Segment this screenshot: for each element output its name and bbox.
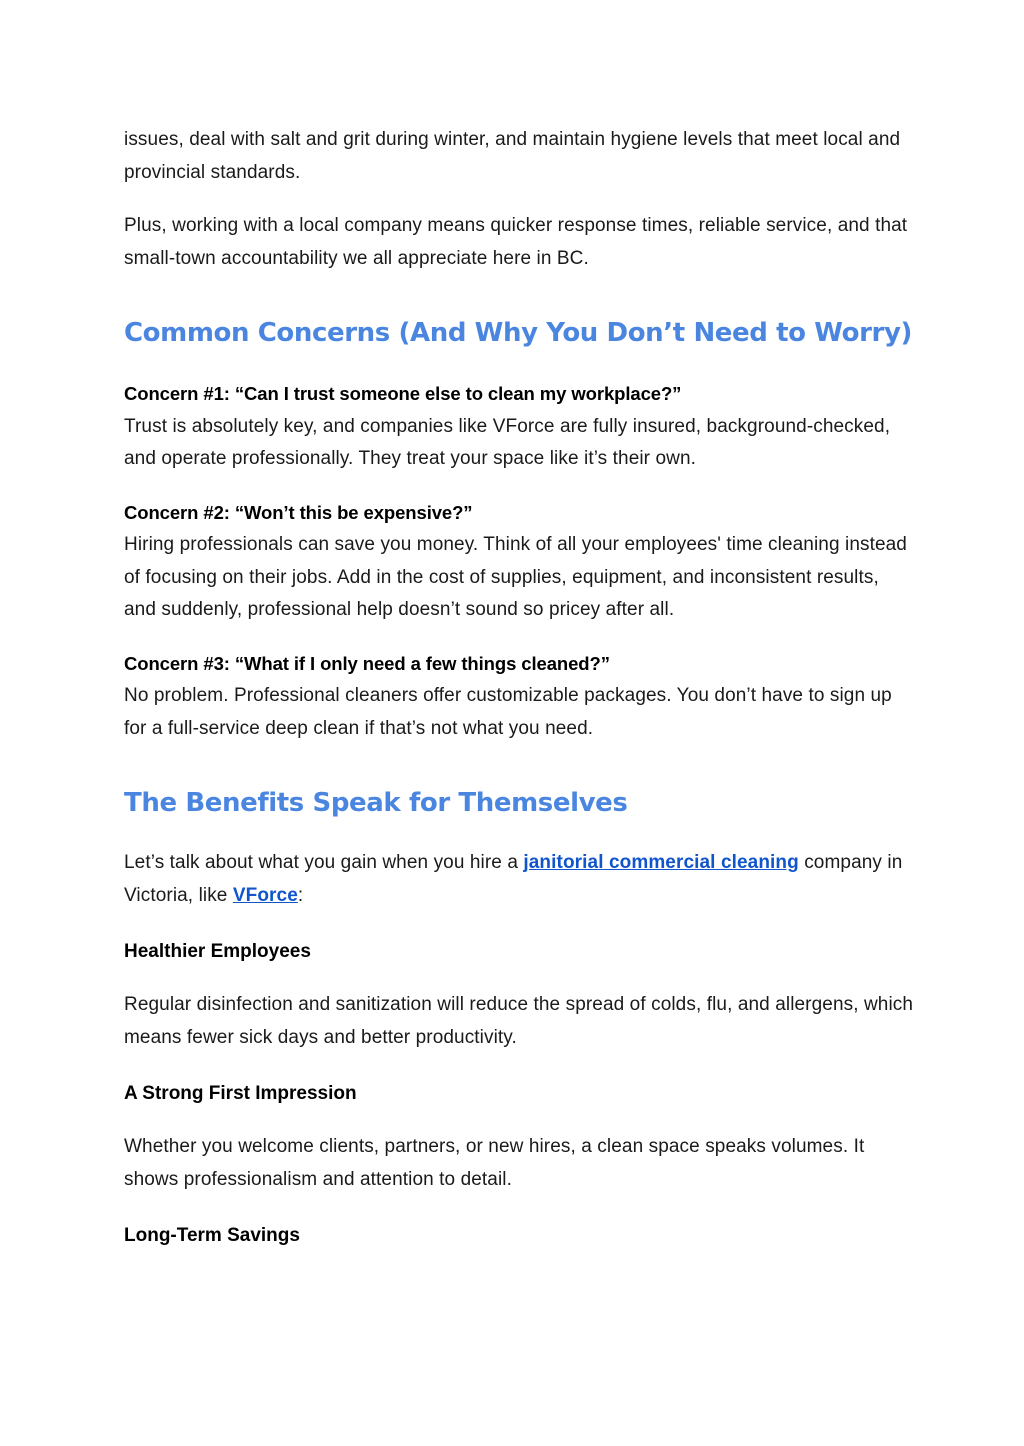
- janitorial-cleaning-link[interactable]: janitorial commercial cleaning: [523, 852, 799, 873]
- concern-title: Concern #2: “Won’t this be expensive?”: [124, 501, 473, 523]
- intro-paragraph-1: issues, deal with salt and grit during winter, and maintain hygiene levels that meet local and provincial standards.: [124, 129, 901, 183]
- concern-title: Concern #3: “What if I only need a few things cleaned?”: [124, 652, 610, 674]
- intro-paragraph-2: Plus, working with a local company means quicker response times, reliable service, and that small-town accountability we all appreciate here in BC.: [124, 215, 908, 269]
- concern-body: No problem. Professional cleaners offer customizable packages. You don’t have to sign up for a full-service deep clean if that’s not what you need.: [124, 685, 892, 739]
- benefits-intro-text: company in Victoria, like: [124, 852, 903, 906]
- concern-3: [124, 648, 914, 746]
- benefit-title: A Strong First Impression: [124, 1083, 357, 1104]
- benefit-body: Whether you welcome clients, partners, or new hires, a clean space speaks volumes. It shows professionalism and attention to detail.: [124, 1136, 865, 1190]
- benefit-title: Long-Term Savings: [124, 1225, 300, 1246]
- concern-body: Trust is absolutely key, and companies like VForce are fully insured, background-checked, and operate professionally. They treat your space like it’s their own.: [124, 415, 891, 469]
- concern-2: [124, 497, 914, 627]
- benefit-body: Regular disinfection and sanitization will reduce the spread of colds, flu, and allergens, which means fewer sick days and better productivity.: [124, 994, 914, 1048]
- benefits-intro: [124, 847, 914, 912]
- benefits-intro-text: :: [297, 884, 304, 906]
- benefits-heading: The Benefits Speak for Themselves: [124, 788, 628, 818]
- document-page: [124, 124, 914, 1252]
- vforce-link[interactable]: VForce: [232, 884, 298, 906]
- concern-body: Hiring professionals can save you money. Think of all your employees' time cleaning instead of focusing on their jobs. Add in the cost of supplies, equipment, and inconsistent results, and suddenly, professional help doesn’t sound so pricey after all.: [124, 534, 907, 620]
- concern-1: [124, 378, 914, 476]
- concerns-heading: Common Concerns (And Why You Don’t Need to Worry): [124, 318, 912, 348]
- benefits-intro-text: Let’s talk about what you gain when you hire a: [124, 852, 524, 873]
- benefit-title: Healthier Employees: [124, 941, 311, 962]
- concern-title: Concern #1: “Can I trust someone else to clean my workplace?”: [124, 383, 682, 404]
